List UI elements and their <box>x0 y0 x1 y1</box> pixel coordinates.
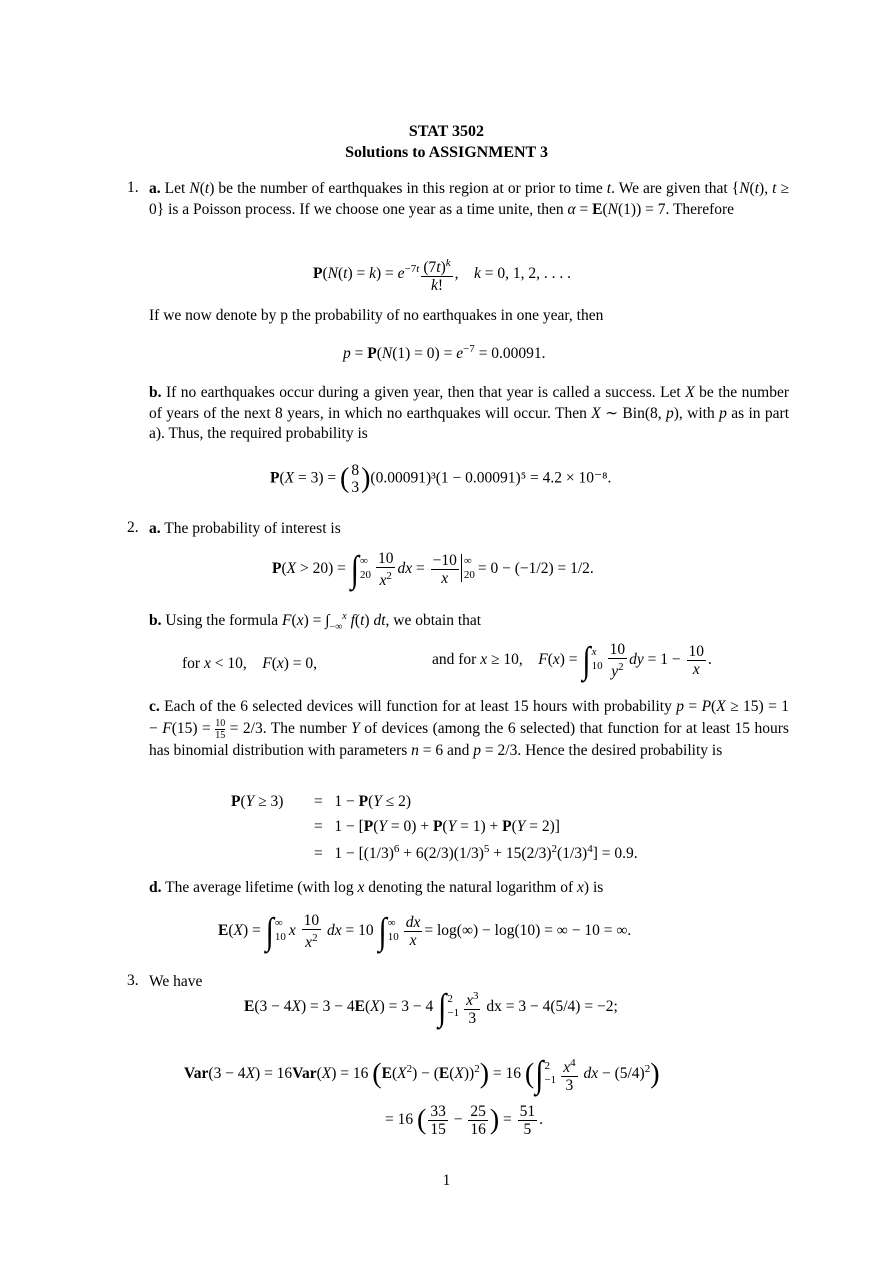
problem-2d-label: d. <box>149 879 162 896</box>
problem-2a-text: a. The probability of interest is <box>149 520 341 537</box>
equation-p-value: $p = P(N(1) = 0) = e^{-7} = 0.00091$. <box>343 343 546 363</box>
problem-3-text: We have <box>149 973 203 990</box>
problem-1a-followup: If we now denote by p the probability of no earthquakes in one year, then <box>149 307 604 324</box>
equation-variance-result: = 16 ( $\frac{33}{15}$ − $\frac{25}{16}$ ) = $\frac{51}{5}$ . <box>385 1103 544 1138</box>
eqarray-line-1-right: = 1 − P(Y ≤ 2) <box>314 793 412 810</box>
eqarray-line-1-left: P(Y ≥ 3) <box>231 793 284 810</box>
page-number: 1 <box>442 1172 451 1189</box>
problem-2d-text: d. The average lifetime (with log x denoting the natural logarithm of x) is <box>149 879 604 896</box>
course-code: STAT 3502 <box>408 123 485 140</box>
problem-1b-text: b. If no earthquakes occur during a given year, then that year is called a success. Let X be the number of years of the next 8 years, in which no earthquakes will occur. Then X ∼ Bin(8, p), with p as in part a). Thus, the required probability is <box>149 384 790 442</box>
problem-2b-label: b. <box>149 612 162 630</box>
problem-1b-label: b. <box>149 384 162 401</box>
problem-3-number: 3. <box>127 972 139 989</box>
cdf-case-2: and for x ≥ 10, F(x) = ∫ x 10 $\frac{10}{y^2}$ dy = 1 − $\frac{10}{x}$ . <box>432 639 712 681</box>
equation-variance-linear: Var(3 − 4X) = 16Var(X) = 16 $(E(X^2) - (E(X))^2) = 16$ (∫ 2 −1 $\frac{x^4}{3}$ dx − $(5/4)^2$) <box>184 1053 660 1095</box>
equation-expectation: E(X) = ∫ ∞ 10 x $\frac{10}{x^2}$ dx = 10 ∫ ∞ 10 $\frac{dx}{x}$ = log(∞) − log(10) = ∞ − 10 = ∞. <box>218 910 632 952</box>
problem-2a-label: a. <box>149 520 161 537</box>
problem-2b-text: b. Using the formula $F(x) = \int_{-\infty}^x$ f(t) dt, we obtain that <box>149 611 482 633</box>
binomial-result: (0.00091)³(1 − 0.00091)⁵ = 4.2 × 10⁻⁸. <box>370 469 612 487</box>
problem-1a-text: a. Let N(t) be the number of earthquakes in this region at or prior to time t. We are given that {N(t), t ≥ 0} is a Poisson process. If we choose one year as a time unite, then α = E(N(1)) = 7. Therefore <box>149 180 789 218</box>
eqarray-line-3: = $1 - [(1/3)^6 + 6(2/3)(1/3)^5 + 15(2/3)^2(1/3)^4] = 0.9$. <box>314 843 638 863</box>
cdf-case-1: for x < 10, F(x) = 0, <box>182 655 318 672</box>
equation-expectation-linear: E(3 − 4X) = 3 − 4E(X) = 3 − 4 ∫ 2 −1 $\frac{x^3}{3}$ dx = 3 − 4(5/4) = −2; <box>244 986 618 1028</box>
problem-1a-label: a. <box>149 180 161 197</box>
eqarray-line-2: = 1 − [P(Y = 0) + P(Y = 1) + P(Y = 2)] <box>314 818 560 835</box>
problem-1-number: 1. <box>127 179 139 196</box>
problem-2c-label: c. <box>149 698 160 715</box>
document-title: Solutions to ASSIGNMENT 3 <box>345 144 548 161</box>
equation-tail-prob: P(X > 20) = ∫ ∞ 20 $\frac{10}{x^2}$ dx = $\frac{-10}{x}$ ∞ 20 = 0 − (−1/2) = 1/2. <box>272 548 594 590</box>
problem-2c-text: c. Each of the 6 selected devices will function for at least 15 hours with probability p = P(X ≥ 15) = 1 − F(15) = $\frac{10}{15}$ = 2/3. The number Y of devices (among the 6 selected) that function for at least 15 hours has binomial distribution with parameters n = 6 and p = 2/3. Hence the desired probability is <box>149 698 789 759</box>
problem-2-number: 2. <box>127 519 139 536</box>
equation-binomial: P(X = 3) = ( 8 3 )(0.00091)³(1 − 0.00091)⁵ = 4.2 × 10⁻⁸. <box>270 462 612 496</box>
equation-poisson-pmf: $P(N(t) = k) = e^{-7t}$ $\frac{(7t)^k}{k!}$ , k = 0, 1, 2, . . . . <box>313 257 572 295</box>
